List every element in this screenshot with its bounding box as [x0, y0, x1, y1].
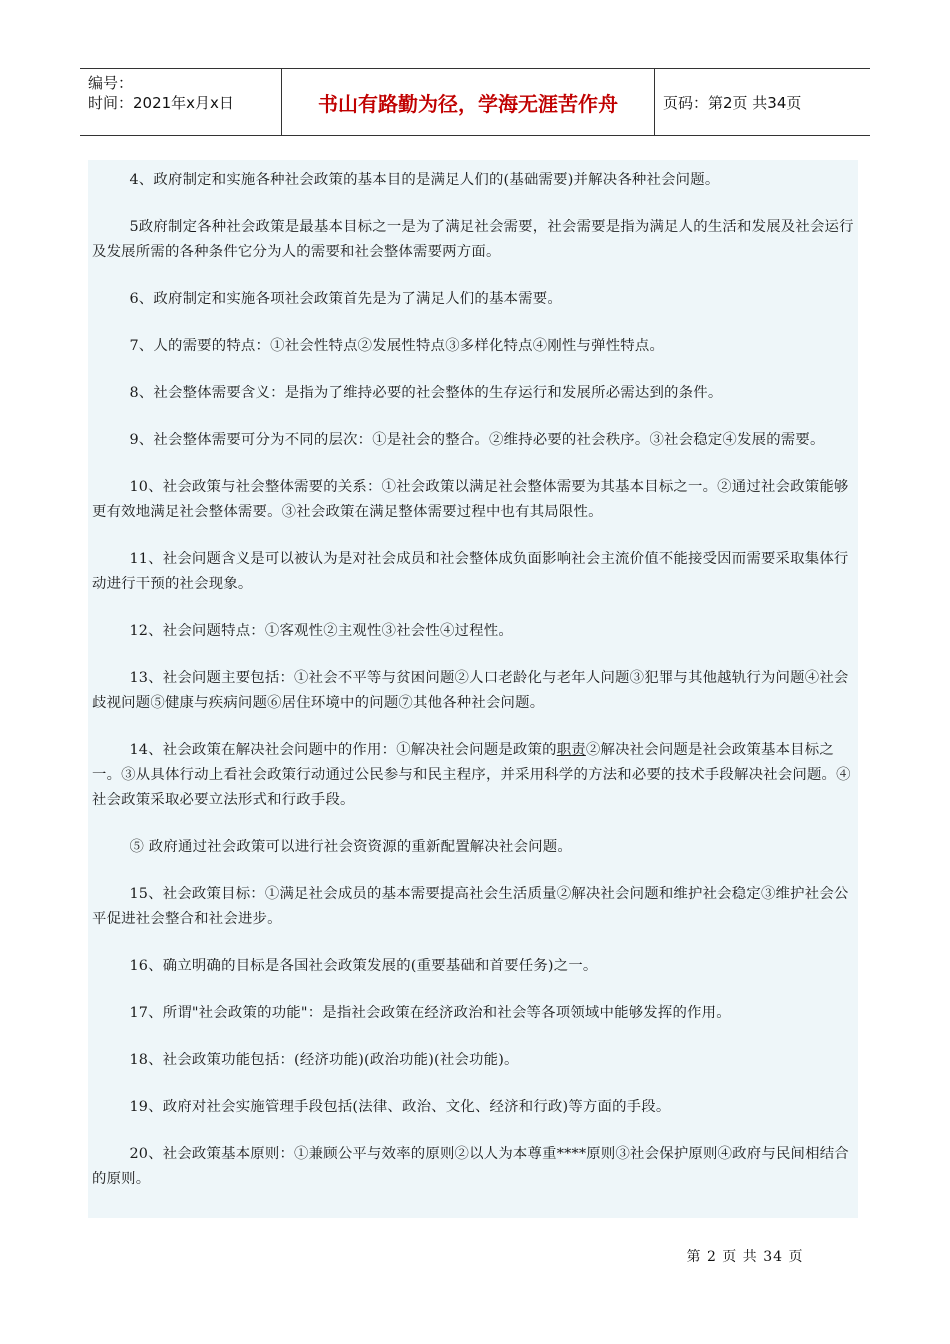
para14-before: 14、社会政策在解决社会问题中的作用：①解决社会问题是政策的: [129, 742, 557, 758]
paragraph-14: [92, 738, 854, 813]
paragraph: 6、政府制定和实施各项社会政策首先是为了满足人们的基本需要。: [129, 291, 562, 307]
paragraph: 20、社会政策基本原则：①兼顾公平与效率的原则②以人为本尊重****原则③社会保护原则④政府与民间相结合的原则。: [92, 1146, 849, 1187]
underlined-term: 职责: [556, 742, 586, 758]
header-page-info: 页码：第2页 共34页: [663, 93, 802, 112]
document-body: [88, 160, 858, 1218]
header-meta: [80, 69, 282, 135]
page-header: [80, 68, 870, 136]
paragraph: 16、确立明确的目标是各国社会政策发展的(重要基础和首要任务)之一。: [129, 958, 598, 974]
paragraph: 15、社会政策目标：①满足社会成员的基本需要提高社会生活质量②解决社会问题和维护社会稳定③维护社会公平促进社会整合和社会进步。: [92, 886, 849, 927]
paragraph: 12、社会问题特点：①客观性②主观性③社会性④过程性。: [129, 623, 513, 639]
number-label: 编号：: [88, 74, 134, 92]
paragraph: 5政府制定各种社会政策是最基本目标之一是为了满足社会需要，社会需要是指为满足人的生活和发展及社会运行及发展所需的各种条件它分为人的需要和社会整体需要两方面。: [92, 219, 854, 260]
footer-page-number: 第 2 页 共 34 页: [686, 1249, 804, 1265]
paragraph: 8、社会整体需要含义：是指为了维持必要的社会整体的生存运行和发展所必需达到的条件。: [129, 385, 723, 401]
paragraph: 11、社会问题含义是可以被认为是对社会成员和社会整体成负面影响社会主流价值不能接受因而需要采取集体行动进行干预的社会现象。: [92, 551, 849, 592]
paragraph: 18、社会政策功能包括：(经济功能)(政治功能)(社会功能)。: [129, 1052, 519, 1068]
header-motto: 书山有路勤为径，学海无涯苦作舟: [282, 69, 655, 135]
paragraph: 13、社会问题主要包括：①社会不平等与贫困问题②人口老龄化与老年人问题③犯罪与其他越轨行为问题④社会歧视问题⑤健康与疾病问题⑥居住环境中的问题⑦其他各种社会问题。: [92, 670, 849, 711]
paragraph: ⑤ 政府通过社会政策可以进行社会资资源的重新配置解决社会问题。: [129, 839, 572, 855]
paragraph: 17、所谓"社会政策的功能"：是指社会政策在经济政治和社会等各项领域中能够发挥的作用。: [129, 1005, 731, 1021]
paragraph: 7、人的需要的特点：①社会性特点②发展性特点③多样化特点④刚性与弹性特点。: [129, 338, 665, 354]
para14-after: ②解决社会问题是社会政策基本目标之一。③从具体行动上看社会政策行动通过公民参与和民主程序，并采用科学的方法和必要的技术手段解决社会问题。④社会政策采取必要立法形式和行政手段。: [92, 742, 851, 808]
paragraph: 19、政府对社会实施管理手段包括(法律、政治、文化、经济和行政)等方面的手段。: [129, 1099, 671, 1115]
time-label: 时间：2021年x月x日: [88, 94, 234, 112]
paragraph: 9、社会整体需要可分为不同的层次：①是社会的整合。②维持必要的社会秩序。③社会稳定④发展的需要。: [129, 432, 825, 448]
paragraph: 4、政府制定和实施各种社会政策的基本目的是满足人们的(基础需要)并解决各种社会问题。: [129, 172, 720, 188]
page-footer: [0, 1246, 950, 1266]
paragraph: 10、社会政策与社会整体需要的关系：①社会政策以满足社会整体需要为其基本目标之一。②通过社会政策能够更有效地满足社会整体需要。③社会政策在满足整体需要过程中也有其局限性。: [92, 479, 849, 520]
